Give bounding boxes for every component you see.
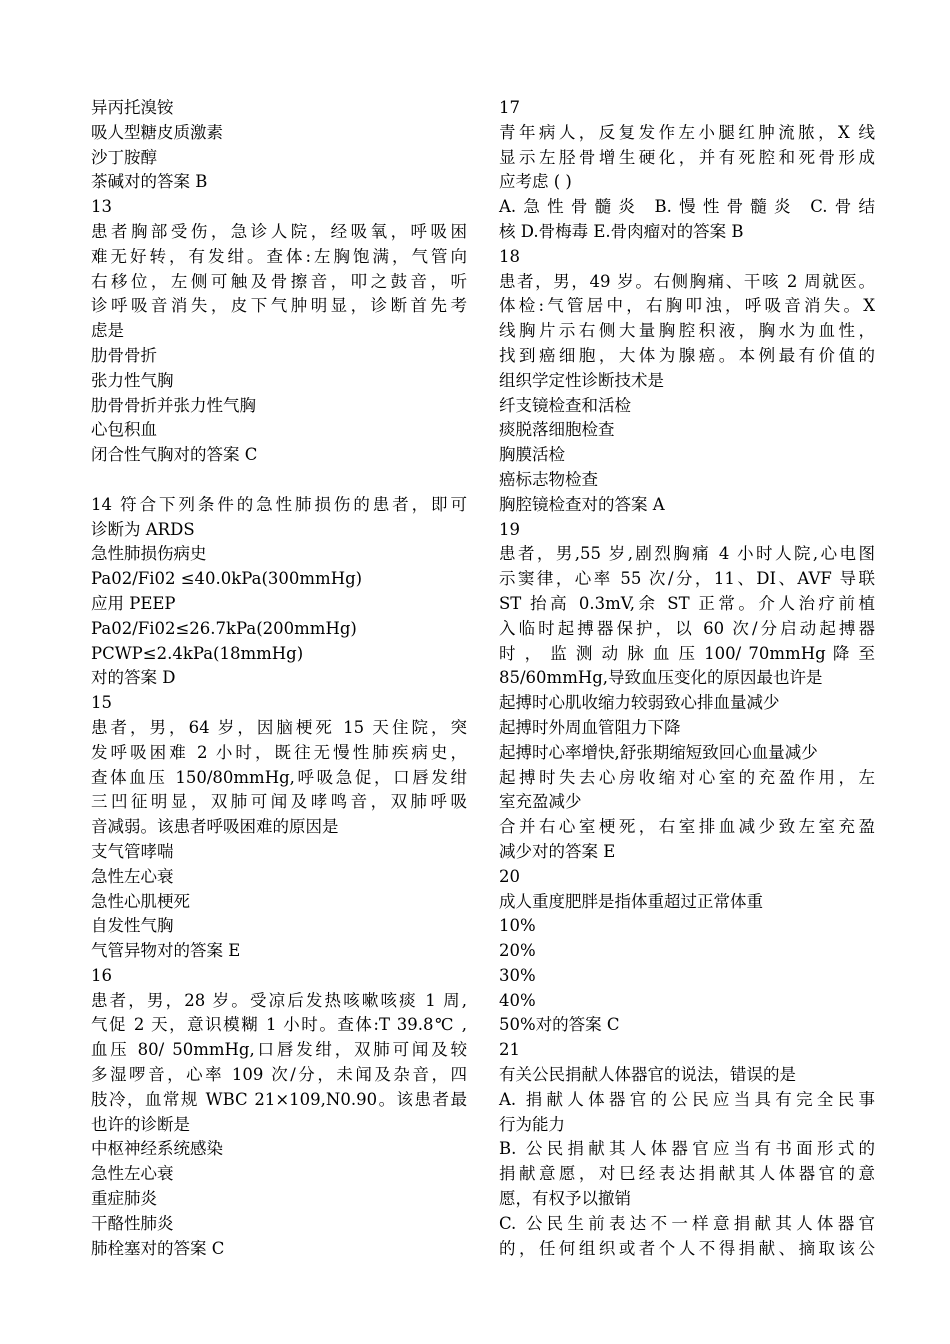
text-line: 患者，男，64 岁，因脑梗死 15 天住院，突 bbox=[91, 717, 467, 737]
text-line bbox=[91, 468, 467, 493]
text-line: 音减弱。该患者呼吸困难的原因是 bbox=[91, 817, 339, 837]
text-line: 线胸片示右侧大量胸腔积液，胸水为血性， bbox=[499, 321, 875, 341]
text-line: 患者胸部受伤，急诊人院，经吸氧，呼吸困 bbox=[91, 221, 467, 241]
text-line: 异丙托溴铵 bbox=[91, 98, 174, 117]
text-line: 愿，有权予以撤销 bbox=[499, 1189, 631, 1209]
text-line: 13 bbox=[91, 197, 112, 217]
text-line: 茶碱对的答案 B bbox=[91, 172, 208, 192]
text-line: 16 bbox=[91, 965, 112, 985]
text-line: 右移位，左侧可触及骨擦音，叩之鼓音，听 bbox=[91, 271, 467, 291]
text-line: 减少对的答案 E bbox=[499, 841, 616, 861]
text-line: 示窦律，心率 55 次/分，11、DI、AVF 导联 bbox=[499, 569, 875, 589]
text-line: 重症肺炎 bbox=[91, 1189, 157, 1209]
text-line: 行为能力 bbox=[499, 1114, 565, 1134]
text-line: 胸腔镜检查对的答案 A bbox=[499, 494, 665, 514]
text-line: 对的答案 D bbox=[91, 668, 176, 688]
text-line: 闭合性气胸对的答案 C bbox=[91, 445, 258, 465]
text-line: 合并右心室梗死，右室排血减少致左室充盈 bbox=[499, 817, 875, 837]
text-line: 癌标志物检查 bbox=[499, 469, 598, 489]
text-line: 诊断为 ARDS bbox=[91, 519, 195, 539]
text-line: 21 bbox=[499, 1040, 520, 1060]
text-line: 15 bbox=[91, 693, 112, 713]
text-line: 急性心肌梗死 bbox=[91, 891, 190, 911]
text-line: 急性肺损伤病史 bbox=[91, 544, 207, 564]
text-line: ST 抬高 0.3mV,余 ST 正常。介人治疗前植 bbox=[499, 593, 875, 613]
text-line: Pa02/Fi02 ≤40.0kPa(300mmHg) bbox=[91, 569, 363, 589]
text-line: 血压 80/ 50mmHg,口唇发绀，双肺可闻及较 bbox=[91, 1040, 467, 1060]
text-line: 患者，男，49 岁。右侧胸痛、干咳 2 周就医。 bbox=[499, 271, 875, 291]
text-line: 起搏时失去心房收缩对心室的充盈作用，左 bbox=[499, 767, 875, 787]
text-line: 肺栓塞对的答案 C bbox=[91, 1238, 225, 1258]
text-line: PCWP≤2.4kPa(18mmHg) bbox=[91, 643, 304, 663]
text-line: 应考虑 ( ) bbox=[499, 172, 572, 192]
text-line: B. 公民捐献其人体器官应当有书面形式的 bbox=[499, 1139, 875, 1159]
text-line: 17 bbox=[499, 98, 520, 117]
text-line: 20 bbox=[499, 866, 520, 886]
text-line: 肋骨骨折并张力性气胸 bbox=[91, 395, 256, 415]
text-line: 难无好转，有发绀。查体:左胸饱满，气管向 bbox=[91, 246, 467, 266]
text-line: 的，任何组织或者个人不得捐献、摘取该公 bbox=[499, 1238, 875, 1258]
text-line: 成人重度肥胖是指体重超过正常体重 bbox=[499, 891, 763, 911]
text-line: 10% bbox=[499, 916, 536, 936]
text-line: 也许的诊断是 bbox=[91, 1114, 190, 1134]
text-line: 18 bbox=[499, 246, 520, 266]
text-line: 张力性气胸 bbox=[91, 370, 174, 390]
text-line: 起搏时心率增快,舒张期缩短致回心血量减少 bbox=[499, 742, 818, 762]
text-line: 14 符合下列条件的急性肺损伤的患者，即可 bbox=[91, 494, 467, 514]
text-line: 诊呼吸音消失，皮下气肿明显，诊断首先考 bbox=[91, 296, 467, 316]
text-line: 核 D.骨梅毒 E.骨肉瘤对的答案 B bbox=[499, 221, 744, 241]
text-line: 30% bbox=[499, 965, 536, 985]
text-line: 组织学定性诊断技术是 bbox=[499, 370, 664, 390]
text-line: 三凹征明显，双肺可闻及哮鸣音，双肺呼吸 bbox=[91, 792, 467, 812]
text-line: 体检:气管居中，右胸叩浊，呼吸音消失。X bbox=[499, 296, 875, 316]
text-line: 85/60mmHg,导致血压变化的原因最也许是 bbox=[499, 668, 823, 688]
text-line: 查体血压 150/80mmHg,呼吸急促，口唇发绀 bbox=[91, 767, 467, 787]
text-line: 找到癌细胞，大体为腺癌。本例最有价值的 bbox=[499, 345, 875, 365]
text-line: 20% bbox=[499, 941, 536, 961]
text-line: 19 bbox=[499, 519, 520, 539]
left-text-column bbox=[91, 96, 467, 1261]
text-line: 纤支镜检查和活检 bbox=[499, 395, 631, 415]
text-line: 急性左心衰 bbox=[91, 866, 174, 886]
text-line: 痰脱落细胞检查 bbox=[499, 420, 615, 440]
text-line: C. 公民生前表达不一样意捐献其人体器官 bbox=[499, 1213, 875, 1233]
text-line: 多湿啰音，心率 109 次/分，未闻及杂音，四 bbox=[91, 1065, 467, 1085]
text-line: 显示左胫骨增生硬化，并有死腔和死骨形成 bbox=[499, 147, 875, 167]
text-line: 发呼吸困难 2 小时，既往无慢性肺疾病史， bbox=[91, 742, 467, 762]
text-line: A. 捐献人体器官的公民应当具有完全民事 bbox=[499, 1089, 875, 1109]
text-line: 入临时起搏器保护，以 60 次/分启动起搏器 bbox=[499, 618, 875, 638]
text-line: 支气管哮喘 bbox=[91, 841, 174, 861]
text-line: 患者，男，28 岁。受凉后发热咳嗽咳痰 1 周, bbox=[91, 990, 467, 1010]
text-line: 捐献意愿，对巳经表达捐献其人体器官的意 bbox=[499, 1164, 875, 1184]
text-line: 心包积血 bbox=[91, 420, 157, 440]
text-line: 气促 2 天，意识模糊 1 小时。查体:T 39.8℃ , bbox=[91, 1015, 467, 1035]
text-line: 气管异物对的答案 E bbox=[91, 941, 241, 961]
text-line: 肋骨骨折 bbox=[91, 345, 157, 365]
text-line: 干酪性肺炎 bbox=[91, 1213, 174, 1233]
text-line: 患者，男,55 岁,剧烈胸痛 4 小时人院,心电图 bbox=[499, 544, 875, 564]
text-line: A.急性骨髓炎 B.慢性骨髓炎 C.骨结 bbox=[499, 197, 875, 217]
text-line: 吸人型糖皮质激素 bbox=[91, 122, 223, 142]
text-line: 起搏时心肌收缩力较弱致心排血量减少 bbox=[499, 693, 780, 713]
text-line: 青年病人，反复发作左小腿红肿流脓，X 线 bbox=[499, 122, 875, 142]
text-line: 自发性气胸 bbox=[91, 916, 174, 936]
text-line: 50%对的答案 C bbox=[499, 1015, 620, 1035]
text-line: 起搏时外周血管阻力下降 bbox=[499, 717, 681, 737]
text-line: 有关公民捐献人体器官的说法，错误的是 bbox=[499, 1065, 796, 1085]
text-line: 虑是 bbox=[91, 321, 124, 341]
text-line: 40% bbox=[499, 990, 536, 1010]
text-line: 应用 PEEP bbox=[91, 593, 176, 613]
text-line: Pa02/Fi02≤26.7kPa(200mmHg) bbox=[91, 618, 357, 638]
text-line: 时 ， 监 测 动 脉 血 压 100/ 70mmHg 降 至 bbox=[499, 643, 875, 663]
text-line: 肢冷，血常规 WBC 21×109,N0.90。该患者最 bbox=[91, 1089, 467, 1109]
text-line: 急性左心衰 bbox=[91, 1164, 174, 1184]
text-line: 中枢神经系统感染 bbox=[91, 1139, 223, 1159]
text-line: 沙丁胺醇 bbox=[91, 147, 157, 167]
text-line: 胸膜活检 bbox=[499, 445, 565, 465]
right-text-column bbox=[499, 96, 875, 1261]
text-line: 室充盈减少 bbox=[499, 792, 582, 812]
